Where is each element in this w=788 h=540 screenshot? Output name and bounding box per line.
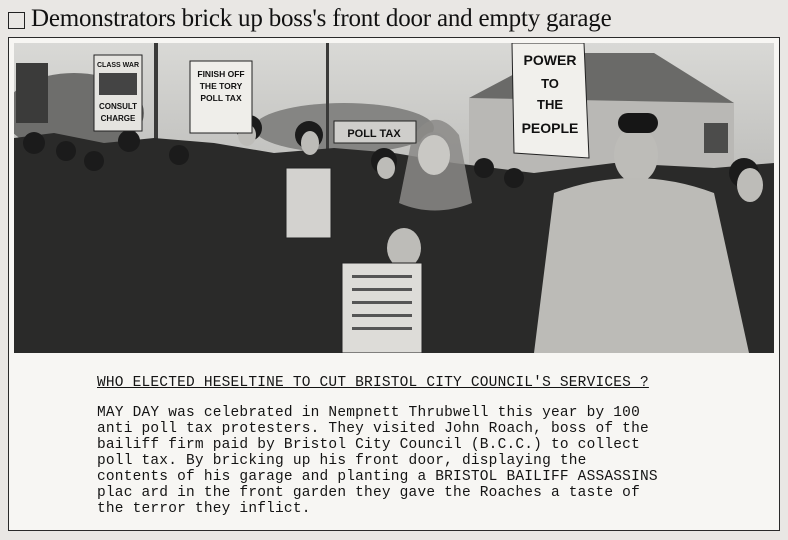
sign-left-line-3: CHARGE: [100, 114, 136, 123]
article-line-4: poll tax. By bricking up his front door, displaying the: [97, 453, 587, 469]
article: [97, 375, 737, 517]
sign-right-line-1: POWER: [523, 52, 577, 68]
sign-right-line-2: TO: [541, 76, 559, 91]
article-line-1: MAY DAY was celebrated in Nempnett Thrubwell this year by 100: [97, 405, 640, 421]
headline: [8, 4, 768, 34]
article-line-6: plac ard in the front garden they gave the Roaches a taste of: [97, 485, 640, 501]
article-subheading: WHO ELECTED HESELTINE TO CUT BRISTOL CITY COUNCIL'S SERVICES ?: [97, 375, 649, 391]
article-line-3: bailiff firm paid by Bristol City Council (B.C.C.) to collect: [97, 437, 640, 453]
sign-left-line-1: CLASS WAR: [97, 62, 139, 69]
article-line-2: anti poll tax protesters. They visited John Roach, boss of the: [97, 421, 649, 437]
checkbox-icon: [8, 12, 25, 29]
headline-text: Demonstrators brick up boss's front door and empty garage: [31, 5, 612, 32]
sign-right-line-3: THE: [537, 97, 563, 112]
sign-middle-line-1: FINISH OFF: [197, 69, 245, 79]
article-line-5: contents of his garage and planting a BRISTOL BAILIFF ASSASSINS: [97, 469, 658, 485]
banner-text: POLL TAX: [347, 128, 401, 140]
protest-photo: [14, 43, 774, 353]
article-line-7: the terror they inflict.: [97, 501, 311, 517]
protest-photo-illustration: [14, 43, 774, 353]
sign-left-line-2: CONSULT: [98, 102, 138, 111]
sign-middle-line-3: POLL TAX: [200, 93, 242, 103]
newspaper-clipping: [8, 37, 780, 531]
sign-middle-line-2: THE TORY: [199, 81, 243, 91]
sign-right-line-4: PEOPLE: [521, 120, 579, 136]
